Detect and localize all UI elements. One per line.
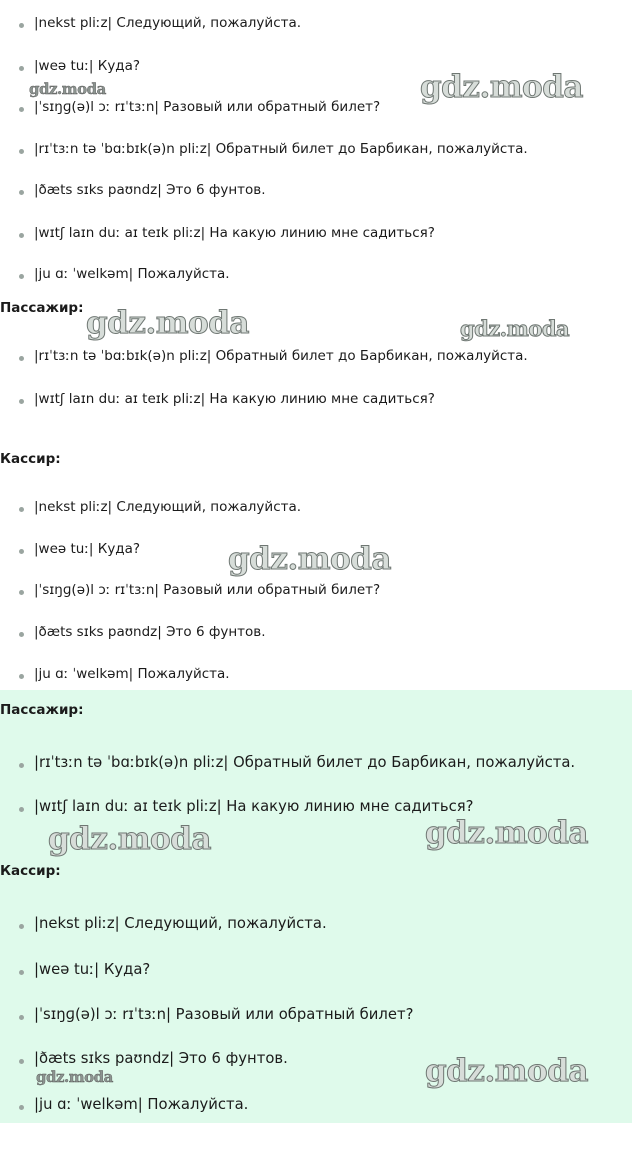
list-item-text: |ðæts sɪks paʊndz| Это 6 фунтов. xyxy=(34,182,266,198)
bullet-icon xyxy=(19,1105,24,1110)
list-item-text: |ˈsɪŋɡ(ə)l ɔː rɪˈtɜːn| Разовый или обратный билет? xyxy=(34,99,381,115)
watermark-logo: gdz.moda xyxy=(420,69,583,105)
bullet-icon xyxy=(19,1015,24,1020)
bullet-icon xyxy=(19,1059,24,1064)
speaker-heading-cashier: Кассир: xyxy=(0,863,61,879)
list-item-text: |rɪˈtɜːn tə ˈbɑːbɪk(ə)n pliːz| Обратный билет до Барбикан, пожалуйста. xyxy=(34,348,528,364)
list-item-text: |wɪtʃ laɪn duː aɪ teɪk pliːz| На какую линию мне садиться? xyxy=(34,798,474,815)
bullet-icon xyxy=(19,632,24,637)
list-item-text: |wɪtʃ laɪn duː aɪ teɪk pliːz| На какую линию мне садиться? xyxy=(34,391,435,407)
bullet-icon xyxy=(19,970,24,975)
list-item-text: |ju ɑː ˈwelkəm| Пожалуйста. xyxy=(34,1096,249,1113)
watermark-logo: gdz.moda xyxy=(86,305,249,341)
speaker-heading-passenger: Пассажир: xyxy=(0,300,84,316)
speaker-heading-passenger: Пассажир: xyxy=(0,702,84,718)
watermark-logo: gdz.moda xyxy=(48,821,211,857)
bullet-icon xyxy=(19,190,24,195)
bullet-icon xyxy=(19,107,24,112)
list-item-text: |nekst pliːz| Следующий, пожалуйста. xyxy=(34,499,302,515)
list-item-text: |ˈsɪŋɡ(ə)l ɔː rɪˈtɜːn| Разовый или обратный билет? xyxy=(34,1006,414,1023)
bullet-icon xyxy=(19,274,24,279)
watermark-logo: gdz.moda xyxy=(460,316,570,341)
list-item-text: |ju ɑː ˈwelkəm| Пожалуйста. xyxy=(34,266,230,282)
watermark-logo: gdz.moda xyxy=(29,80,106,98)
bullet-icon xyxy=(19,507,24,512)
bullet-icon xyxy=(19,233,24,238)
list-item-text: |ju ɑː ˈwelkəm| Пожалуйста. xyxy=(34,666,230,682)
list-item-text: |rɪˈtɜːn tə ˈbɑːbɪk(ə)n pliːz| Обратный билет до Барбикан, пожалуйста. xyxy=(34,754,576,771)
bullet-icon xyxy=(19,924,24,929)
bullet-icon xyxy=(19,399,24,404)
list-item-text: |ˈsɪŋɡ(ə)l ɔː rɪˈtɜːn| Разовый или обратный билет? xyxy=(34,582,381,598)
list-item-text: |weə tuː| Куда? xyxy=(34,58,141,74)
bullet-icon xyxy=(19,23,24,28)
list-item-text: |nekst pliːz| Следующий, пожалуйста. xyxy=(34,915,327,932)
bullet-icon xyxy=(19,66,24,71)
watermark-logo: gdz.moda xyxy=(425,815,588,851)
list-item-text: |ðæts sɪks paʊndz| Это 6 фунтов. xyxy=(34,624,266,640)
list-item-text: |wɪtʃ laɪn duː aɪ teɪk pliːz| На какую линию мне садиться? xyxy=(34,225,435,241)
watermark-logo: gdz.moda xyxy=(228,541,391,577)
list-item-text: |weə tuː| Куда? xyxy=(34,961,151,978)
bullet-icon xyxy=(19,590,24,595)
list-item-text: |nekst pliːz| Следующий, пожалуйста. xyxy=(34,15,302,31)
watermark-logo: gdz.moda xyxy=(36,1068,113,1086)
bullet-icon xyxy=(19,149,24,154)
bullet-icon xyxy=(19,356,24,361)
bullet-icon xyxy=(19,549,24,554)
list-item-text: |weə tuː| Куда? xyxy=(34,541,141,557)
list-item-text: |ðæts sɪks paʊndz| Это 6 фунтов. xyxy=(34,1050,288,1067)
bullet-icon xyxy=(19,807,24,812)
speaker-heading-cashier: Кассир: xyxy=(0,451,61,467)
list-item-text: |rɪˈtɜːn tə ˈbɑːbɪk(ə)n pliːz| Обратный билет до Барбикан, пожалуйста. xyxy=(34,141,528,157)
watermark-logo: gdz.moda xyxy=(425,1053,588,1089)
bullet-icon xyxy=(19,674,24,679)
bullet-icon xyxy=(19,763,24,768)
